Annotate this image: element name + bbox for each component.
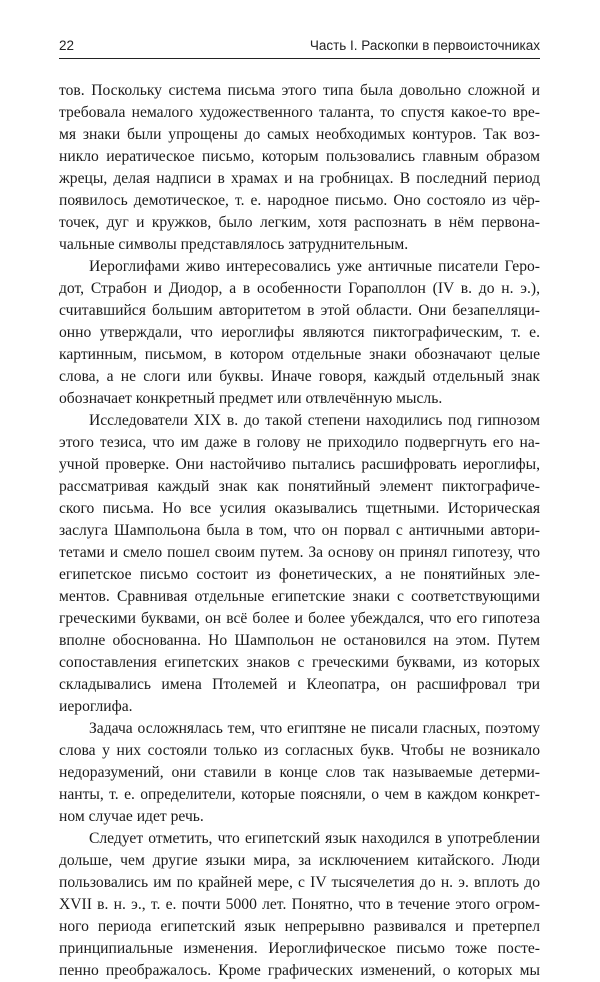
text-line: Задача осложнялась тем, что египтяне не писали гласных, поэтому [89,720,540,737]
text-line: принципиальные изменения. Иероглифическое письмо тоже посте- [59,940,540,957]
running-header [59,36,540,59]
text-line: обозначает конкретный предмет или отвлечённую мысль. [59,390,443,407]
text-line: тов. Поскольку система письма этого типа была довольно сложной и [59,82,540,99]
text-line: требовала немалого художественного таланта, то спустя какое-то вре- [59,104,540,121]
text-line: онно утверждали, что иероглифы являются пиктографическим, т. е. [59,324,540,341]
text-line: вполне обоснованна. Но Шампольон не остановился на этом. Путем [59,632,540,649]
text-line: Следует отметить, что египетский язык находился в употреблении [89,830,540,847]
text-line: Иероглифами живо интересовались уже античные писатели Геро- [89,258,540,275]
text-line: мя знаки были упрощены до самых необходимых контуров. Так воз- [59,126,540,143]
text-line: Исследователи XIX в. до такой степени находились под гипнозом [89,412,540,429]
text-line: точек, дуг и кружков, было легким, хотя распознать в нём первона- [59,214,540,231]
paragraph [59,410,540,718]
page-number: 22 [59,38,75,53]
text-line: греческими буквами, он всё более и более убеждался, что его гипотеза [59,610,540,627]
text-line: рассматривая каждый знак как понятийный элемент пиктографиче- [59,478,540,495]
text-line: появилось демотическое, т. е. народное письмо. Оно состояло из чёр- [59,192,540,209]
text-line: картинным, письмом, в котором отдельные знаки обозначают целые [59,346,540,363]
text-line: слова, а не слоги или буквы. Иначе говоря, каждый отдельный знак [59,368,540,385]
text-line: египетское письмо состоит из фонетических, а не понятийных эле- [59,566,540,583]
text-line: дот, Страбон и Диодор, а в особенности Гораполлон (IV в. до н. э.), [59,280,540,297]
text-line: считавшийся большим авторитетом в этой области. Они безапелляци- [59,302,540,319]
text-line: ного периода египетский язык непрерывно развивался и претерпел [59,918,540,935]
text-line: никло иератическое письмо, которым пользовались главным образом [59,148,540,165]
running-title: Часть I. Раскопки в первоисточниках [309,38,540,53]
paragraph [59,718,540,828]
text-line: XVII в. н. э., т. е. почти 5000 лет. Понятно, что в течение этого огром- [59,896,540,913]
text-line: недоразумений, они ставили в конце слов так называемые детерми- [59,764,540,781]
text-line: сопоставления египетских знаков с греческими буквами, из которых [59,654,540,671]
text-line: тетами и смело пошел своим путем. За основу он принял гипотезу, что [59,544,540,561]
paragraph [59,80,540,256]
text-line: пользовались им по крайней мере, с IV тысячелетия до н. э. вплоть до [59,874,540,891]
text-line: жрецы, делая надписи в храмах и на гробницах. В последний период [59,170,540,187]
text-line: ментов. Сравнивая отдельные египетские знаки с соответствующими [59,588,540,605]
paragraph [59,828,540,982]
text-line: чальные символы представлялось затруднительным. [59,236,409,253]
text-line: дольше, чем другие языки мира, за исключением китайского. Люди [59,852,540,869]
paragraph [59,256,540,410]
text-line: пенно преображалось. Кроме графических изменений, о которых мы [59,962,540,979]
text-line: заслуга Шампольона была в том, что он порвал с античными автори- [59,522,540,539]
text-line: ского письма. Но все усилия оказывались тщетными. Историческая [59,500,540,517]
text-line: иероглифа. [59,698,133,715]
text-line: этого тезиса, что им даже в голову не приходило подвергнуть его на- [59,434,540,451]
body-text [59,80,540,982]
text-line: нанты, т. е. определители, которые поясняли, о чем в каждом конкрет- [59,786,540,803]
text-line: слова у них состояли только из согласных букв. Чтобы не возникало [59,742,540,759]
text-line: ном случае идет речь. [59,808,204,825]
text-line: складывались имена Птолемей и Клеопатра, он расшифровал три [59,676,540,693]
text-line: учной проверке. Они настойчиво пытались расшифровать иероглифы, [59,456,540,473]
